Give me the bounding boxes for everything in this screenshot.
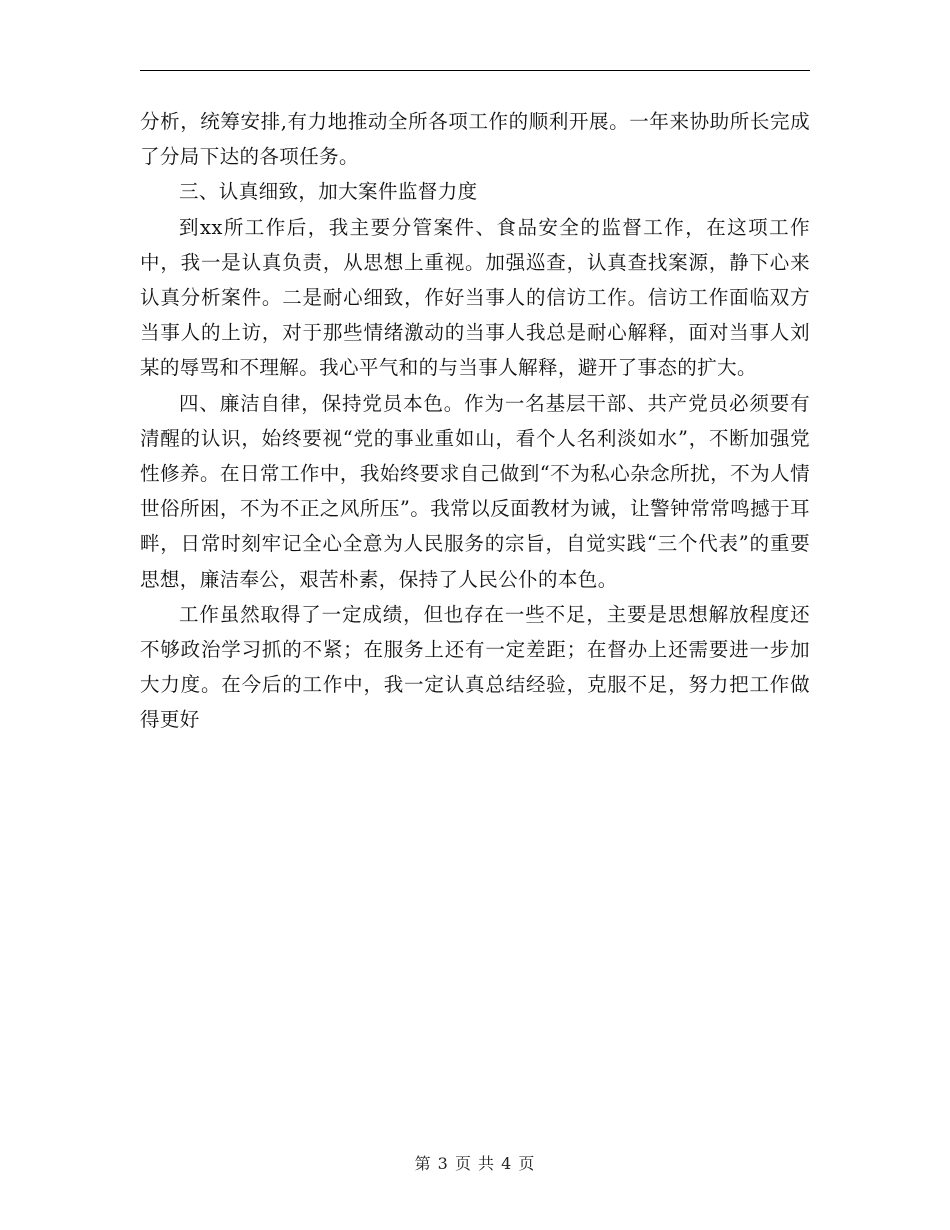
paragraph-case-supervision: 到xx所工作后，我主要分管案件、食品安全的监督工作，在这项工作中，我一是认真负责，从思想上重视。加强巡查，认真查找案源，静下心来认真分析案件。二是耐心细致，作好当事人的信访工作。信访工作面临双方当事人的上访，对于那些情绪激动的当事人我总是耐心解释，面对当事人刘某的辱骂和不理解。我心平气和的与当事人解释，避开了事态的扩大。 bbox=[140, 215, 810, 380]
page-number: 第 3 页 共 4 页 bbox=[414, 1154, 536, 1173]
section-heading-four-paragraph: 四、廉洁自律，保持党员本色。作为一名基层干部、共产党员必须要有清醒的认识，始终要视“党的事业重如山，看个人名利淡如水”，不断加强党性修养。在日常工作中，我始终要求自己做到“不为私心杂念所扰，不为人情世俗所困，不为不正之风所压”。我常以反面教材为诫，让警钟常常鸣撼于耳畔，日常时刻牢记全心全意为人民服务的宗旨，自觉实践“三个代表”的重要思想，廉洁奉公，艰苦朴素，保持了人民公仆的本色。 bbox=[140, 391, 810, 591]
paragraph-conclusion: 工作虽然取得了一定成绩，但也存在一些不足，主要是思想解放程度还不够政治学习抓的不紧；在服务上还有一定差距；在督办上还需要进一步加大力度。在今后的工作中，我一定认真总结经验，克服不足，努力把工作做得更好 bbox=[140, 602, 810, 732]
paragraph-continuation: 分析，统筹安排,有力地推动全所各项工作的顺利开展。一年来协助所长完成了分局下达的各项任务。 bbox=[140, 110, 810, 169]
section-heading-three: 三、认真细致，加大案件监督力度 bbox=[179, 180, 478, 204]
document-body bbox=[140, 104, 810, 738]
header-rule bbox=[140, 70, 810, 71]
